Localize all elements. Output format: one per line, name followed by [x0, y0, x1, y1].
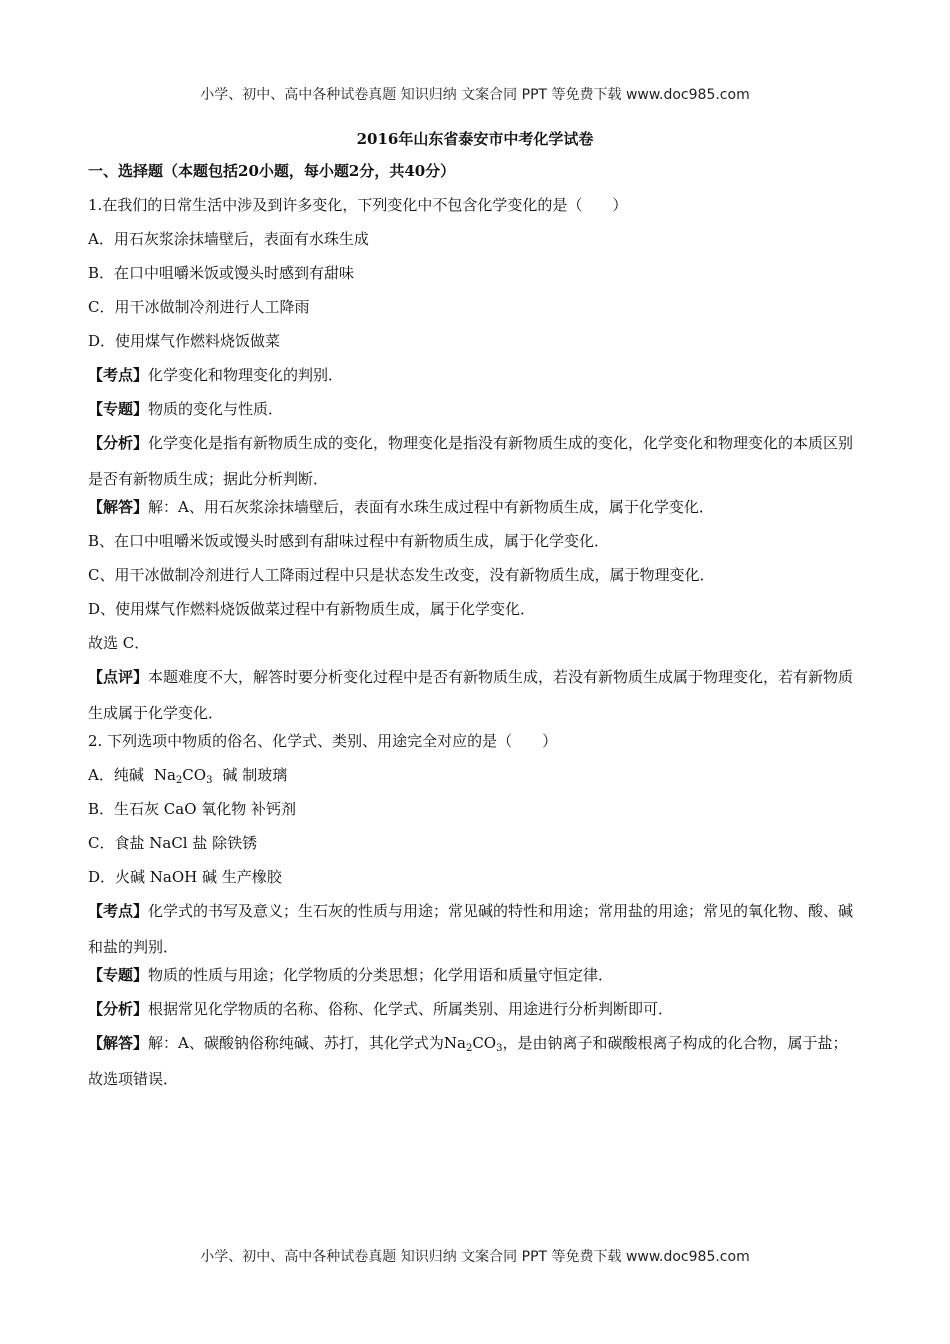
dianping-text: 本题难度不大，解答时要分析变化过程中是否有新物质生成，若没有新物质生成属于物理变化，若有新物质生成属于化学变化． [88, 668, 854, 722]
q1-fenxi [88, 425, 860, 497]
kaodian-text: 化学式的书写及意义；生石灰的性质与用途；常见碱的特性和用途；常用盐的用途；常见的氧化物、酸、碱和盐的判别． [88, 902, 854, 956]
q1-stem: 1.在我们的日常生活中涉及到许多变化，下列变化中不包含化学变化的是（ ） [88, 196, 628, 214]
q2-kaodian [88, 893, 860, 965]
zhuanti-tag: 【专题】 [88, 400, 149, 418]
q1-jieda-line-d: D、使用煤气作燃料烧饭做菜过程中有新物质生成，属于化学变化． [88, 600, 536, 618]
jieda-text-b: ，是由钠离子和碳酸根离子构成的化合物，属于盐；故选项错误． [88, 1034, 848, 1088]
page-footer: 小学、初中、高中各种试卷真题 知识归纳 文案合同 PPT 等免费下载 www.doc985.com [200, 1249, 750, 1265]
page-title: 2016年山东省泰安市中考化学试卷 [356, 130, 594, 148]
formula-na: Na [443, 1034, 466, 1052]
q1-jieda-line-c: C、用干冰做制冷剂进行人工降雨过程中只是状态发生改变，没有新物质生成，属于物理变化． [88, 566, 715, 584]
zhuanti-tag: 【专题】 [88, 966, 149, 984]
q2-option-a-rest: 碱 制玻璃 [222, 766, 288, 784]
jieda-text: 解：A、用石灰浆涂抹墙壁后，表面有水珠生成过程中有新物质生成，属于化学变化． [148, 498, 714, 516]
q2-option-c: C．食盐 NaCl 盐 除铁锈 [88, 834, 258, 852]
q1-jieda-line-b: B、在口中咀嚼米饭或馒头时感到有甜味过程中有新物质生成，属于化学变化． [88, 532, 610, 550]
fenxi-tag: 【分析】 [88, 434, 149, 452]
formula-co: CO [182, 766, 207, 784]
fenxi-text: 化学变化是指有新物质生成的变化，物理变化是指没有新物质生成的变化，化学变化和物理变化的本质区别是否有新物质生成；据此分析判断． [88, 434, 854, 488]
kaodian-tag: 【考点】 [88, 366, 149, 384]
q1-option-c: C．用干冰做制冷剂进行人工降雨 [88, 298, 310, 316]
jieda-tag: 【解答】 [88, 1034, 149, 1052]
q2-jieda [88, 1025, 860, 1097]
document-body [88, 160, 860, 1096]
fenxi-tag: 【分析】 [88, 1000, 149, 1018]
subscript: 2 [465, 1043, 473, 1054]
kaodian-tag: 【考点】 [88, 902, 149, 920]
kaodian-text: 化学变化和物理变化的判别． [148, 366, 344, 384]
dianping-tag: 【点评】 [88, 668, 149, 686]
q2-zhuanti [88, 964, 860, 998]
q1-jieda [88, 496, 860, 530]
subscript: 2 [175, 775, 183, 786]
jieda-tag: 【解答】 [88, 498, 149, 516]
q1-answer: 故选 C． [88, 634, 150, 652]
q1-option-a: A．用石灰浆涂抹墙壁后，表面有水珠生成 [88, 230, 369, 248]
q2-option-a-prefix: A．纯碱 [88, 766, 144, 784]
q1-kaodian [88, 364, 860, 398]
jieda-text-a: 解：A、碳酸钠俗称纯碱、苏打，其化学式为 [148, 1034, 444, 1052]
q2-stem: 2. 下列选项中物质的俗名、化学式、类别、用途完全对应的是（ ） [88, 732, 558, 750]
q2-option-a [88, 764, 860, 798]
section-heading: 一、选择题（本题包括20小题，每小题2分，共40分） [88, 162, 456, 180]
q1-dianping [88, 659, 860, 731]
formula-co: CO [472, 1034, 497, 1052]
q1-option-b: B．在口中咀嚼米饭或馒头时感到有甜味 [88, 264, 355, 282]
subscript: 3 [206, 775, 213, 786]
q2-option-b: B．生石灰 CaO 氧化物 补钙剂 [88, 800, 297, 818]
zhuanti-text: 物质的性质与用途；化学物质的分类思想；化学用语和质量守恒定律． [148, 966, 614, 984]
formula-na: Na [153, 766, 176, 784]
q1-option-d: D．使用煤气作燃料烧饭做菜 [88, 332, 281, 350]
fenxi-text: 根据常见化学物质的名称、俗称、化学式、所属类别、用途进行分析判断即可． [148, 1000, 674, 1018]
page-header: 小学、初中、高中各种试卷真题 知识归纳 文案合同 PPT 等免费下载 www.doc985.com [200, 87, 750, 103]
zhuanti-text: 物质的变化与性质． [148, 400, 284, 418]
q2-option-d: D．火碱 NaOH 碱 生产橡胶 [88, 868, 282, 886]
subscript: 3 [496, 1043, 503, 1054]
